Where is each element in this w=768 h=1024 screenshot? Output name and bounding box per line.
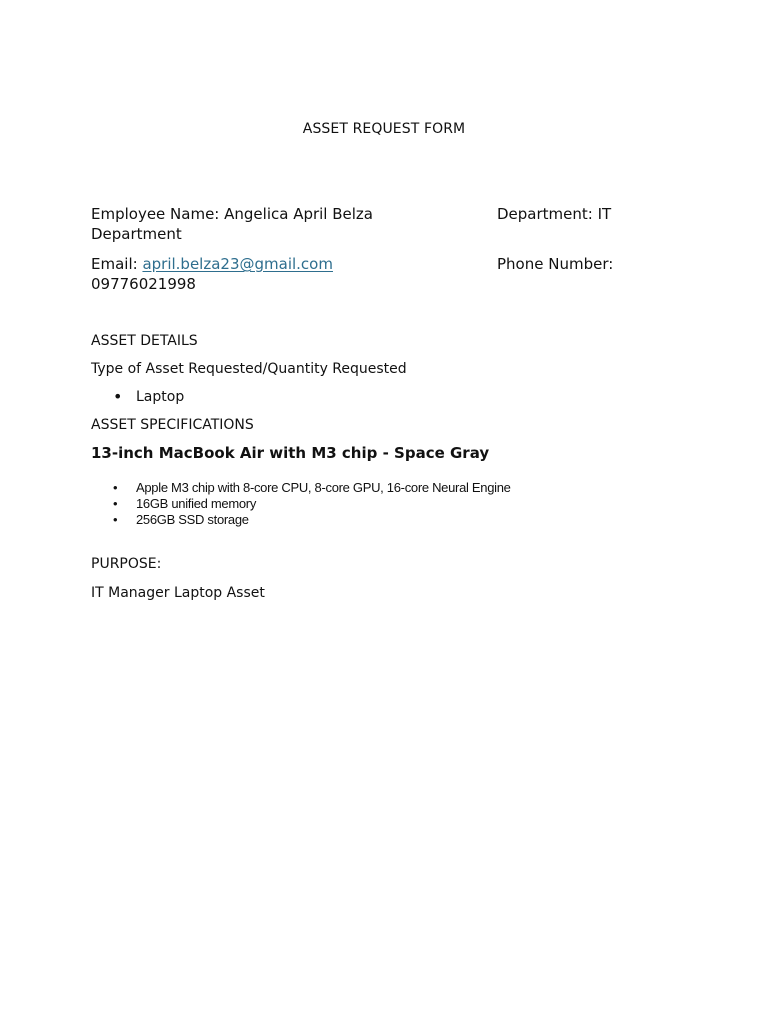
list-item	[113, 480, 511, 496]
purpose-value: IT Manager Laptop Asset	[91, 585, 265, 601]
bullet-icon: •	[113, 512, 118, 527]
spec-feature: 256GB SSD storage	[136, 512, 249, 527]
department: Department: IT	[497, 205, 612, 223]
spec-feature: 16GB unified memory	[136, 496, 257, 511]
employee-row-2-cont	[91, 274, 651, 294]
product-name: 13-inch MacBook Air with M3 chip - Space Gray	[91, 444, 490, 462]
list-item	[113, 496, 511, 512]
employee-info	[91, 204, 651, 294]
asset-type-line: Type of Asset Requested/Quantity Requested	[91, 361, 407, 377]
email-label: Email:	[91, 255, 143, 273]
asset-specifications-heading: ASSET SPECIFICATIONS	[91, 417, 254, 433]
employee-row-1-cont	[91, 224, 651, 244]
email-link[interactable]: april.belza23@gmail.com	[142, 255, 333, 273]
bullet-icon: •	[113, 480, 118, 495]
bullet-icon: •	[113, 496, 118, 511]
asset-details-heading: ASSET DETAILS	[91, 333, 198, 349]
bullet-icon: •	[113, 387, 123, 406]
employee-name-continued: Department	[91, 225, 182, 243]
list-item	[113, 512, 511, 528]
employee-row-2	[91, 254, 651, 274]
phone-label: Phone Number:	[497, 255, 614, 273]
phone-value: 09776021998	[91, 275, 196, 293]
employee-row-1	[91, 204, 651, 224]
asset-item-label: Laptop	[136, 389, 185, 405]
form-title: ASSET REQUEST FORM	[302, 121, 466, 137]
spec-feature-list	[113, 480, 511, 528]
spec-feature: Apple M3 chip with 8-core CPU, 8-core GPU, 16-core Neural Engine	[136, 480, 511, 495]
employee-name: Employee Name: Angelica April Belza	[91, 205, 373, 223]
purpose-heading: PURPOSE:	[91, 556, 162, 572]
